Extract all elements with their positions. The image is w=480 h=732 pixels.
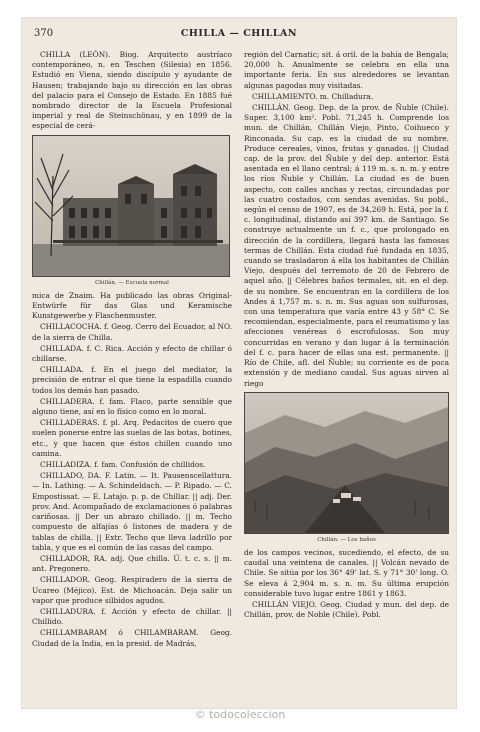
entry-chilladiza: CHILLADIZA. f. fam. Confusión de chillidos. [40, 460, 206, 470]
entry-chilladeras: CHILLADERAS. f. pl. Arq. Pedacitos de cuero que suelen ponerse entre las suelas de las botas, botines, etc., y que hacen que éstos chillen cuando uno camina. [32, 418, 232, 458]
entry-paragraph: región del Carnatic; sit. á oril. de la bahía de Bengala; 20,000 h. Anualmente se celebra en ella una importante feria. En sus alrededores se levantan algunas pagodas muy visitadas. [244, 50, 449, 90]
entry-chillador-geog: CHILLADOR. Geog. Respiradero de la sierra de Ucareo (Méjico). Est. de Michoacán. Deja salir un vapor que produce silbidos agudos. [32, 575, 232, 605]
entry-chillamiento: CHILLAMIENTO. m. Chilladura. [252, 91, 374, 101]
entry-chillada-2: CHILLADA. f. En el juego del mediator, la precisión de entrar el que tiene la espadilla cuando todos los demás han pasado. [32, 365, 232, 395]
running-header [22, 28, 456, 42]
entry-chillacocha: CHILLACOCHA. f. Geog. Cerro del Ecuador, al NO. de la sierra de Chilla. [32, 322, 232, 342]
entry-chillan: CHILLÁN. Geog. Dep. de la prov. de Ñuble (Chile). Super. 3,100 km². Pobl. 71,245 h. Comprende los mun. de Chillán, Chillán Viejo, Pinto, Coihueco y Rinconada. Su cap. es la ciudad de su nombre. Produce cereales, vinos, frutas y ganados. || Ciudad cap. de la prov. del Ñuble y del dep. anterior. Está asentada en el llano central; á 119 m. s. n. m. y entre los ríos Ñuble y Chillán. La ciudad es de buen aspecto, con calles anchas y rectas, circundadas por las cuatro costados, con sendas avenidas. Su pobl., según el censo de 1907, es de 34,269 h. Está, por la f. c. longitudinal, distando así 397 km. de Santiago. Se construye actualmente un f. c., que prolongado en dirección de la cordillera, llegará hasta las famosas termas de Chillán. Esta ciudad fué fundada en 1835, cuando se trasladaron á ella los habitantes de Chillán Viejo, después del terremoto de 20 de Febrero de aquel año. || Célebres baños termales, sit. en el dep. de su nombre. Se encuentran en la cordillera de los Andes á 1,757 m. s. n. m. Sus aguas son sulfurosas, con una temperatura que varía entre 43 y 58° C. Se recomiendan, especialmente, para el reumatismo y las afecciones venéreas ó escrofulosas. Son muy concurridas en verano y dan lugar á la terminación del f. c. para hacer de ellas una est. permanente. || Río de Chile, afl. del Ñuble; su corriente es de poca extensión y de mediano caudal. Sus aguas sirven al riego [244, 103, 449, 388]
photo-caption: Chillán. — Los baños [317, 536, 376, 543]
entry-chillan-viejo: CHILLÁN VIEJO. Geog. Ciudad y mun. del dep. de Chillán, prov. de Noble (Chile). Pobl. [244, 599, 449, 620]
entry-chilladera: CHILLADERA. f. fam. Flaco, parte sensible que alguno tiene, así en lo físico como en lo moral. [32, 396, 232, 417]
right-column [244, 50, 449, 621]
left-column [32, 50, 232, 650]
entry-chillado: CHILLADO, DA. F. Latin. — It. Pausenscellattura. — In. Lathing. — A. Schindeldach. — P. Ripado. — C. Empostissat. — E. Latajo. p. p. de Chillar. || adj. Der. prov. And. Acompañado de exclamaciones ó palabras cariñosas. || Der un abrazo chillado. || m. Techo compuesto de alfajías ó listones de madera y de tablas de chilla. || Extr. Techo que lleva ladrillo por tabla, y que es el común de las casas del campo. [32, 471, 232, 552]
entry-paragraph: CHILLA (LEÓN). Biog. Arquitecto austríaco contemporáneo, n. en Teschen (Silesia) en 1856. Estudió en Viena, siendo discípulo y ayudante de Hausen; trabajando bajo su dirección en las obras del palacio para el Consejo de Estado. En 1885 fué nombrado director de la Escuela Profesional imperial y real de Steinschönau, y en 1899 de la especial de cerá- [32, 50, 232, 131]
photo-los-banos [244, 392, 449, 534]
entry-paragraph: de los campos vecinos, sucediendo, el efecto, de su caudal una veintena de canales. || Volcán nevado de Chile. Se sitúa por los 36° 49' lat. S. y 71° 30' long. O. Se eleva á 2,904 m. s. n. m. Su última erupción considerable tuvo lugar entre 1861 y 1863. [244, 547, 449, 598]
page-number: 370 [34, 28, 54, 39]
entry-paragraph: mica de Znaim. Ha publicado las obras Original-Entwürfe für das Glas und Keramische Kunstgewerbe y Flaschenmuster. [32, 290, 232, 321]
watermark-logo: © todocoleccion [194, 708, 286, 721]
entry-chilladura: CHILLADURA. f. Acción y efecto de chillar. || Chillido. [32, 606, 232, 627]
entry-chillambaram: CHILLAMBARAM ó CHILAMBARAM. Geog. Ciudad de la India, en la presid. de Madrás, [32, 628, 232, 648]
entry-chillador: CHILLADOR, RA. adj. Que chilla. Ú. t. c. s. || m. ant. Pregonero. [32, 553, 232, 574]
entry-chillada-1: CHILLADA. f. C. Rica. Acción y efecto de chillar ó chillarse. [32, 343, 232, 364]
page-title: CHILLA — CHILLAN [180, 28, 298, 39]
photo-escuela-normal [32, 135, 230, 277]
photo-caption: Chillán. — Escuela normal [95, 279, 169, 286]
encyclopedia-page [22, 18, 456, 708]
